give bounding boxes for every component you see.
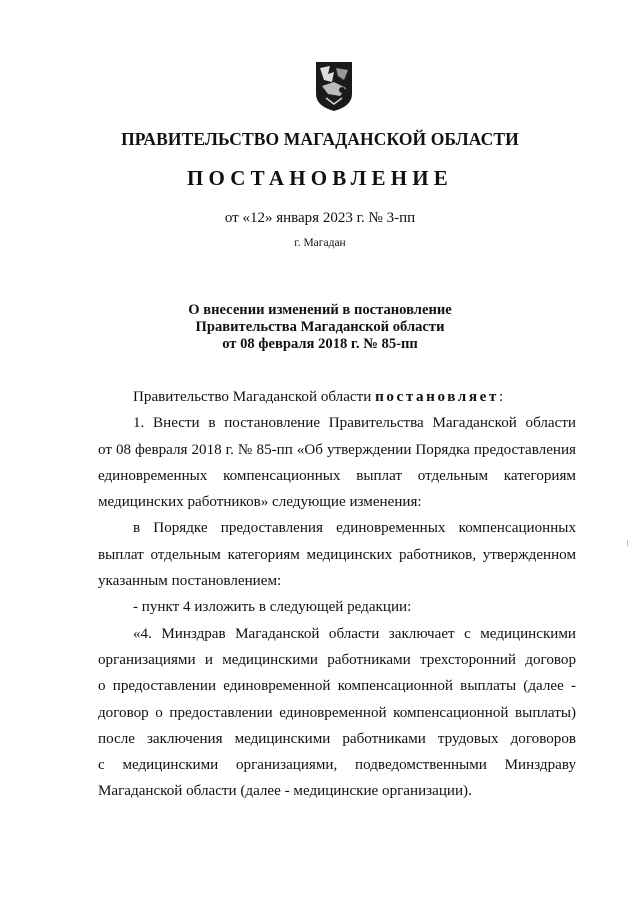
paragraph-line: единовременных компенсационных выплат отдельным категориям <box>98 467 576 484</box>
document-body <box>98 384 576 805</box>
paragraph-line: Магаданской области (далее - медицинские организации). <box>98 783 472 800</box>
paragraph-line: о предоставлении единовременной компенсационной выплаты (далее - <box>98 678 576 695</box>
paragraph-line: 1. Внести в постановление Правительства Магаданской области <box>133 415 576 432</box>
paragraph-line: - пункт 4 изложить в следующей редакции: <box>133 599 412 616</box>
paragraph-line: выплат отдельным категориям медицинских работников, утвержденном <box>98 546 576 563</box>
document-date-number: от «12» января 2023 г. № 3-пп <box>224 210 416 226</box>
document-type: ПОСТАНОВЛЕНИЕ <box>186 166 454 190</box>
intro-text: Правительство Магаданской области <box>133 389 372 405</box>
subject-line: от 08 февраля 2018 г. № 85-пп <box>222 336 418 352</box>
government-title: ПРАВИТЕЛЬСТВО МАГАДАНСКОЙ ОБЛАСТИ <box>121 129 519 149</box>
paragraph-line: указанным постановлением: <box>98 573 282 590</box>
intro-verb: постановляет <box>375 389 499 405</box>
paragraph-line: после заключения медицинскими работниками трудовых договоров <box>98 730 576 747</box>
paragraph-line: организациями и медицинскими работниками трехсторонний договор <box>98 651 576 668</box>
document-city: г. Магадан <box>294 237 346 249</box>
paragraph-line: медицинских работников» следующие изменения: <box>98 494 422 511</box>
coat-of-arms-icon <box>314 60 354 112</box>
intro-line <box>98 384 576 410</box>
paragraph-line: договор о предоставлении единовременной компенсационной выплаты) <box>98 704 576 721</box>
subject-line: О внесении изменений в постановление <box>188 302 452 318</box>
document-subject <box>0 302 640 353</box>
paragraph-line: с медицинскими организациями, подведомственными Минздраву <box>98 757 576 774</box>
paragraph-line: от 08 февраля 2018 г. № 85-пп «Об утверждении Порядка предоставления <box>98 441 576 458</box>
paragraph-line: «4. Минздрав Магаданской области заключает с медицинскими <box>133 625 576 642</box>
intro-colon: : <box>498 389 504 405</box>
paragraph-line: в Порядке предоставления единовременных компенсационных <box>133 520 576 537</box>
scan-mark <box>627 540 628 546</box>
subject-line: Правительства Магаданской области <box>195 319 445 335</box>
